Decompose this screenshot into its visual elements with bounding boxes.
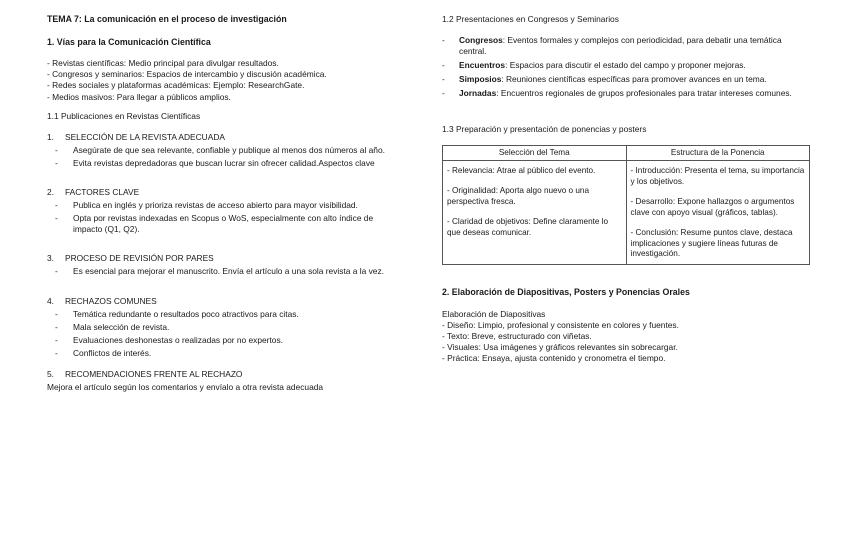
channels-list — [47, 58, 402, 102]
section-1-heading: 1. Vías para la Comunicación Científica — [47, 36, 211, 47]
step-bullet: - Evaluaciones deshonestas o realizadas por no expertos. — [55, 334, 283, 345]
left-column — [47, 14, 402, 403]
step-bullet: - Evita revistas depredadoras que buscan lucrar sin ofrecer calidad.Aspectos clave — [55, 157, 375, 168]
step-number: 1. — [47, 131, 54, 142]
slides-tip: - Texto: Breve, estructurado con viñetas. — [442, 331, 592, 342]
right-column — [442, 14, 808, 364]
step-bullet: - Publica en inglés y prioriza revistas de acceso abierto para mayor visibilidad. — [55, 200, 358, 211]
table-row — [443, 161, 810, 265]
step-1 — [47, 132, 402, 169]
step-2 — [47, 187, 402, 235]
document-title: TEMA 7: La comunicación en el proceso de investigación — [47, 14, 287, 24]
subsection-1-1-heading: 1.1 Publicaciones en Revistas Científicas — [47, 110, 201, 121]
subsection-1-3-heading: 1.3 Preparación y presentación de ponencias y posters — [442, 123, 647, 134]
step-bullet: - Conflictos de interés. — [55, 347, 152, 358]
step-number: 3. — [47, 253, 54, 264]
table-cell: - Introducción: Presenta el tema, su importancia y los objetivos. - Desarrollo: Expone hallazgos o argumentos clave con apoyo visual (gráficos, tablas). - Conclusión: Resume puntos clave, destaca implicaciones y sugiere líneas futuras de investigación. — [626, 161, 810, 265]
step-bullet: - Es esencial para mejorar el manuscrito. Envía el artículo a una sola revista a la vez. — [55, 266, 384, 277]
step-bullet: - Asegúrate de que sea relevante, confiable y publique al menos dos números al año. — [55, 144, 385, 155]
step-number: 5. — [47, 369, 54, 379]
presentation-table — [442, 145, 810, 266]
step-heading: FACTORES CLAVE — [65, 186, 140, 197]
step-heading: RECOMENDACIONES FRENTE AL RECHAZO — [65, 369, 243, 379]
event-item: - Jornadas: Encuentros regionales de grupos profesionales para tratar intereses comunes. — [442, 88, 792, 99]
step-number: 2. — [47, 186, 54, 197]
channel-item: - Congresos y seminarios: Espacios de intercambio y discusión académica. — [47, 69, 327, 80]
step-5 — [47, 369, 402, 393]
table-header: Selección del Tema — [443, 145, 627, 161]
step-bullet: - Opta por revistas indexadas en Scopus o WoS, especialmente con alto índice de impacto (Q1, Q2). — [55, 213, 374, 235]
slides-heading: Elaboración de Diapositivas — [442, 308, 546, 319]
table-cell: - Relevancia: Atrae al público del evento. - Originalidad: Aporta algo nuevo o una perspectiva fresca. - Claridad de objetivos: Define claramente lo que deseas comunicar. — [443, 161, 627, 265]
table-header: Estructura de la Ponencia — [626, 145, 810, 161]
slides-tip: - Práctica: Ensaya, ajusta contenido y cronometra el tiempo. — [442, 353, 666, 364]
channel-item: - Revistas científicas: Medio principal para divulgar resultados. — [47, 58, 279, 69]
slides-tip: - Visuales: Usa imágenes y gráficos relevantes sin sobrecargar. — [442, 342, 678, 353]
event-item: - Encuentros: Espacios para discutir el estado del campo y proponer mejoras. — [442, 60, 746, 71]
step-heading: RECHAZOS COMUNES — [65, 295, 157, 306]
step-3 — [47, 253, 402, 277]
slides-tip: - Diseño: Limpio, profesional y consistente en colores y fuentes. — [442, 319, 679, 330]
subsection-1-2-heading: 1.2 Presentaciones en Congresos y Seminarios — [442, 14, 619, 24]
step-number: 4. — [47, 295, 54, 306]
step-bullet: - Mala selección de revista. — [55, 321, 170, 332]
step-4 — [47, 296, 402, 359]
step-bullet: - Temática redundante o resultados poco atractivos para citas. — [55, 308, 299, 319]
channel-item: - Medios masivos: Para llegar a públicos amplios. — [47, 91, 231, 102]
channel-item: - Redes sociales y plataformas académicas: Ejemplo: ResearchGate. — [47, 80, 305, 91]
step-text: Mejora el artículo según los comentarios y envíalo a otra revista adecuada — [47, 382, 324, 393]
event-item: - Congresos: Eventos formales y complejos con periodicidad, para debatir una temática central. — [442, 35, 782, 57]
step-heading: SELECCIÓN DE LA REVISTA ADECUADA — [65, 131, 225, 142]
events-list — [442, 35, 808, 99]
section-2-heading: 2. Elaboración de Diapositivas, Posters y Ponencias Orales — [442, 287, 690, 298]
event-item: - Simposios: Reuniones científicas específicas para promover avances en un tema. — [442, 74, 767, 85]
step-heading: PROCESO DE REVISIÓN POR PARES — [65, 253, 214, 264]
